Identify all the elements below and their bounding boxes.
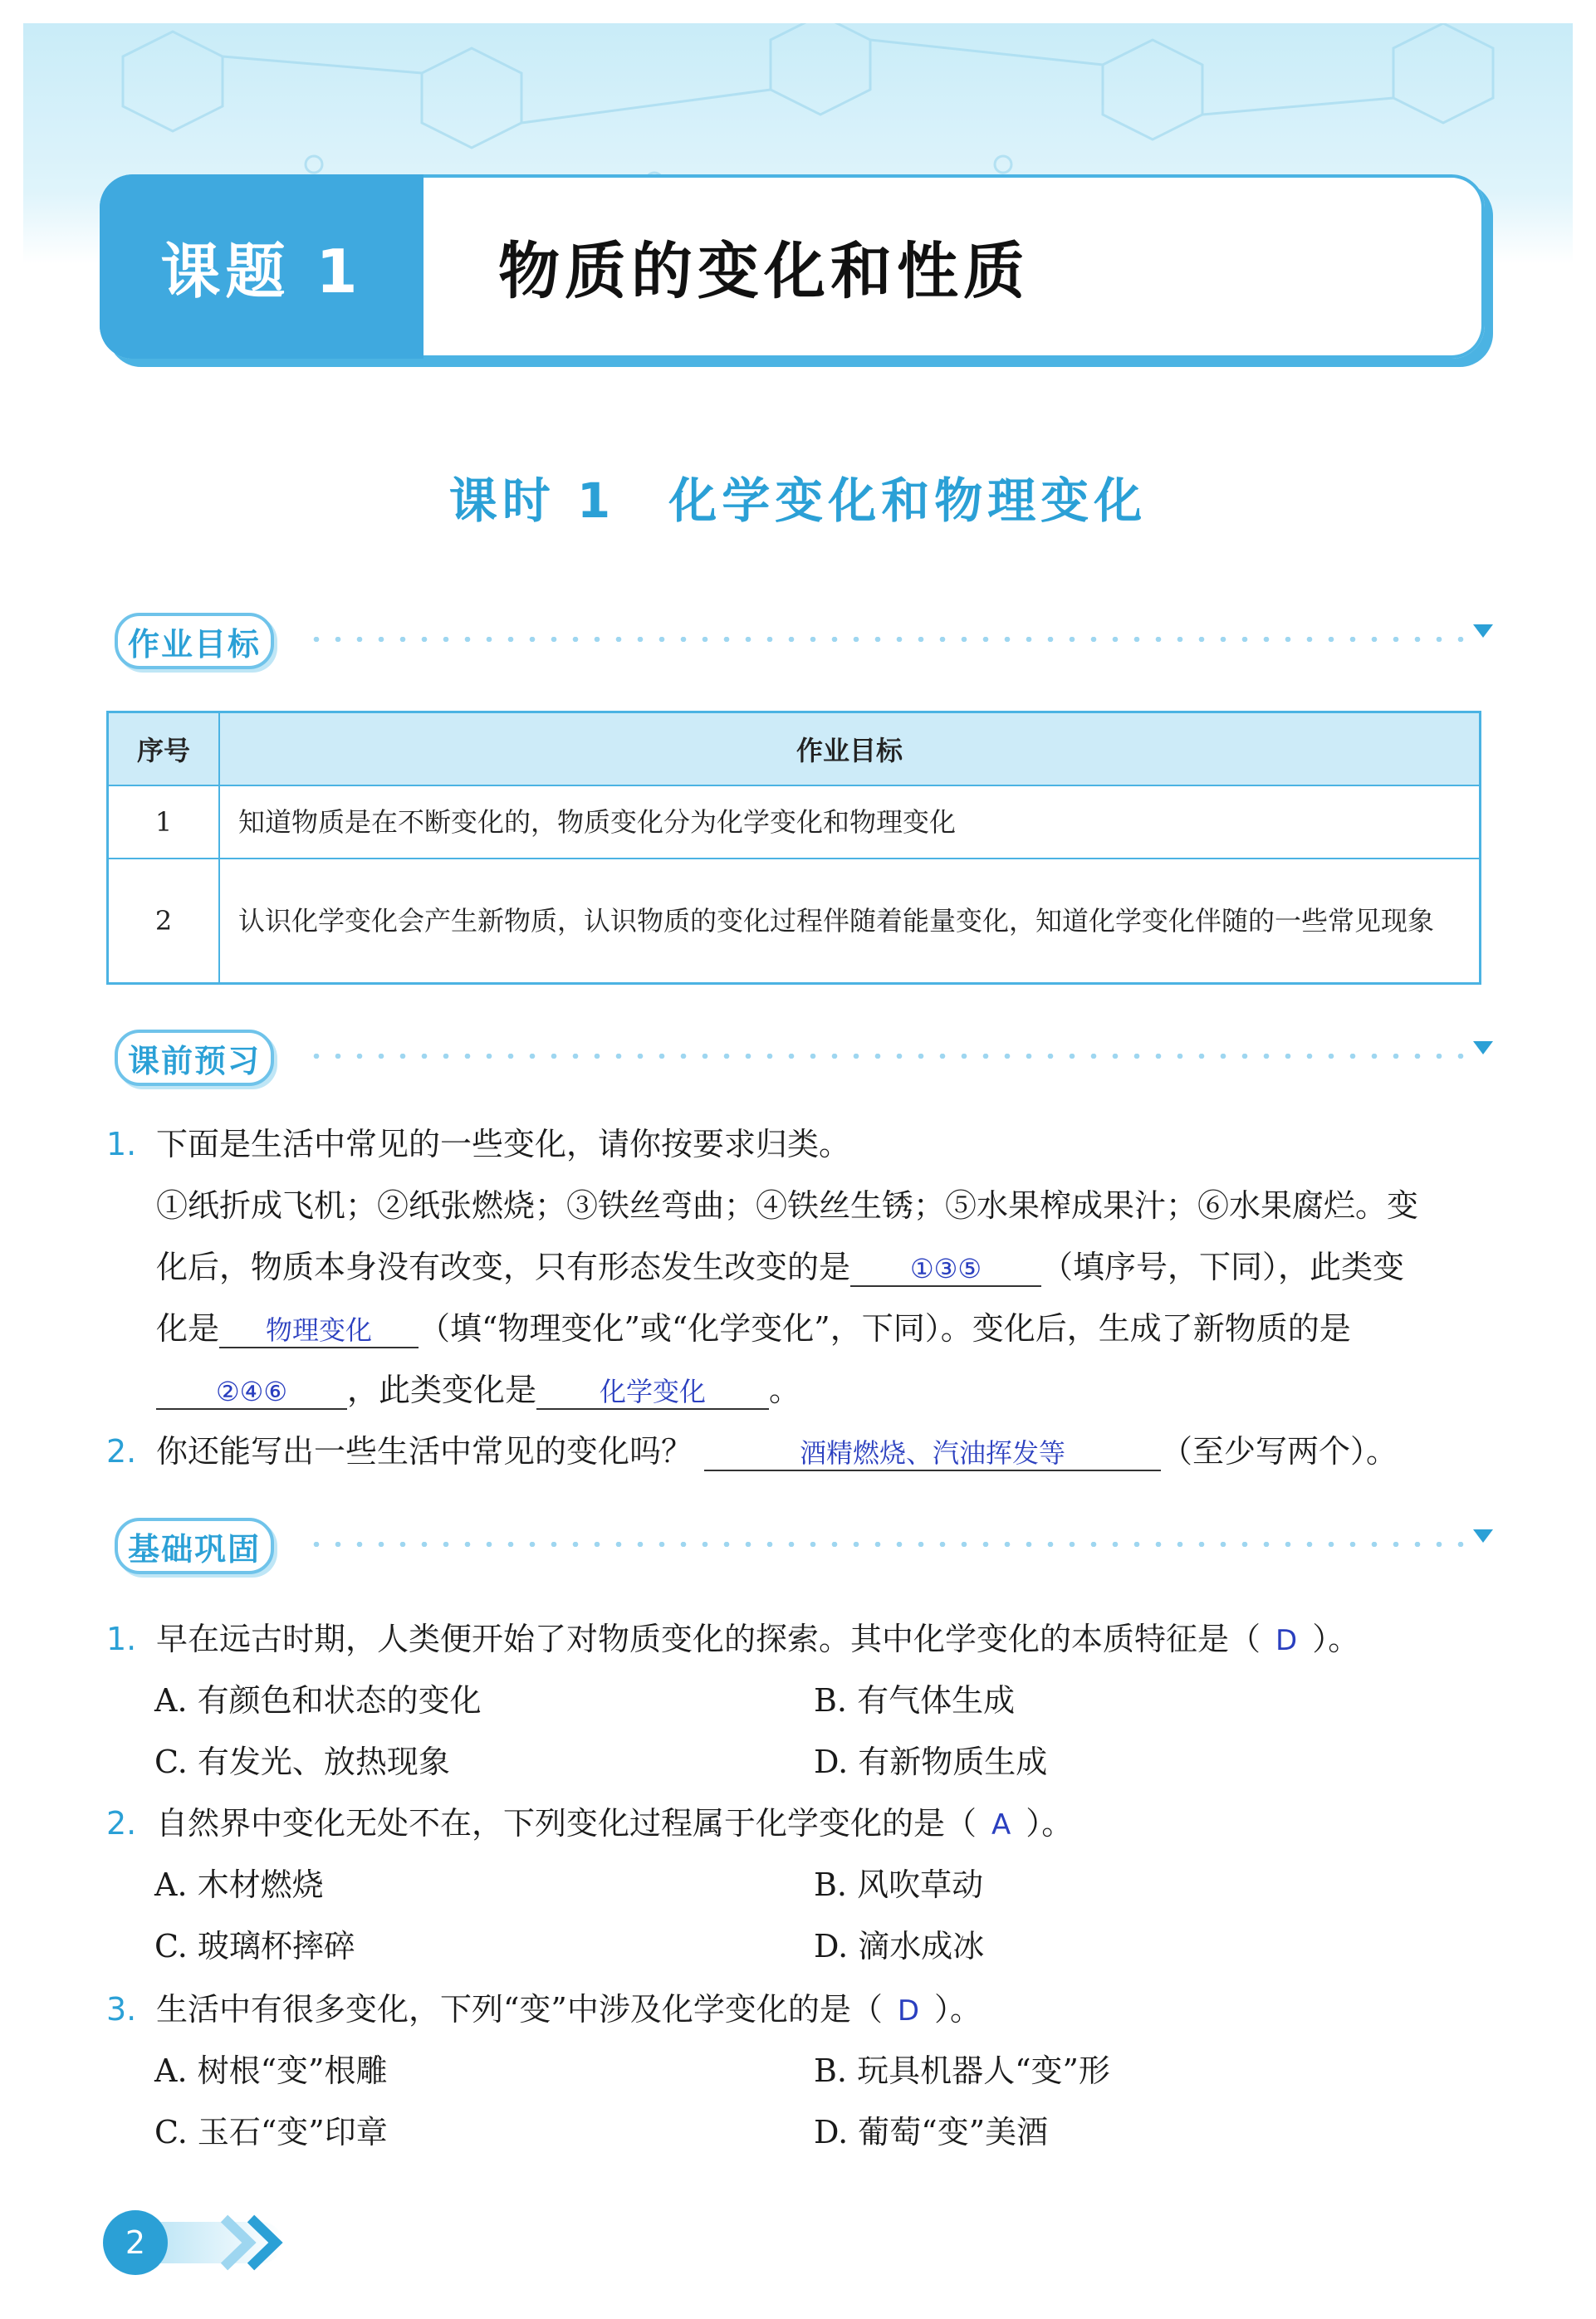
preview-question-2 xyxy=(106,1433,1398,1471)
chevron-right-icon xyxy=(208,2210,291,2275)
basic-question-2 xyxy=(106,1805,1073,1843)
header-goal: 作业目标 xyxy=(219,712,1481,786)
line-text: （填“物理变化”或“化学变化”，下同）。变化后，生成了新物质的是 xyxy=(419,1310,1351,1347)
option-d: D. 滴水成冰 xyxy=(814,1928,985,1964)
question-stem: 生活中有很多变化，下列“变”中涉及化学变化的是（ xyxy=(156,1991,883,2028)
chapter-title: 物质的变化和性质 xyxy=(498,236,1030,307)
question-number: 3. xyxy=(106,1991,137,2028)
table-row xyxy=(108,785,1481,859)
option-a: A. 树根“变”根雕 xyxy=(154,2052,388,2089)
option-c: C. 有发光、放热现象 xyxy=(154,1744,450,1780)
answer-choice: D xyxy=(897,1994,920,2028)
section-basic-label: 基础巩固 xyxy=(115,1518,274,1574)
basic-question-1 xyxy=(106,1621,1359,1659)
line-text: 化是 xyxy=(156,1310,220,1347)
preview-question-1 xyxy=(106,1126,850,1162)
header-index: 序号 xyxy=(108,712,220,786)
option-a: A. 木材燃烧 xyxy=(154,1866,324,1903)
table-row xyxy=(108,859,1481,983)
option-b: B. 风吹草动 xyxy=(814,1866,984,1903)
lesson-title: 课时 1 化学变化和物理变化 xyxy=(448,472,1148,529)
triangle-down-icon xyxy=(1473,624,1493,638)
row-index: 1 xyxy=(108,785,220,859)
option-b: B. 玩具机器人“变”形 xyxy=(814,2052,1110,2089)
triangle-down-icon xyxy=(1473,1041,1493,1054)
question-line xyxy=(156,1372,800,1410)
line-text: 。 xyxy=(769,1372,801,1408)
question-stem: 下面是生活中常见的一些变化，请你按要求归类。 xyxy=(156,1126,851,1162)
option-c: C. 玻璃杯摔碎 xyxy=(154,1928,355,1964)
line-text: 化后，物质本身没有改变，只有形态发生改变的是 xyxy=(156,1249,851,1285)
chapter-banner xyxy=(100,174,1485,359)
question-line xyxy=(156,1310,1351,1348)
answer-blank: 化学变化 xyxy=(536,1375,769,1410)
question-number: 2. xyxy=(106,1433,137,1470)
answer-blank: ①③⑤ xyxy=(850,1252,1041,1287)
question-number: 1. xyxy=(106,1126,137,1162)
answer-choice: A xyxy=(991,1808,1011,1842)
lesson-tag: 课题 1 xyxy=(100,174,423,359)
table-header-row xyxy=(108,712,1481,786)
section-preview xyxy=(115,1030,1493,1084)
section-goals-label: 作业目标 xyxy=(115,613,274,669)
section-basic xyxy=(115,1518,1493,1573)
question-line: ①纸折成飞机；②纸张燃烧；③铁丝弯曲；④铁丝生锈；⑤水果榨成果汁；⑥水果腐烂。变 xyxy=(156,1187,1419,1224)
section-preview-label: 课前预习 xyxy=(115,1030,274,1086)
answer-blank: ②④⑥ xyxy=(156,1375,347,1410)
basic-question-3 xyxy=(106,1991,982,2029)
question-stem-end: ）。 xyxy=(934,1991,982,2028)
option-c: C. 玉石“变”印章 xyxy=(154,2114,388,2150)
question-stem: 自然界中变化无处不在，下列变化过程属于化学变化的是（ xyxy=(156,1805,977,1842)
dotted-divider xyxy=(306,1542,1476,1547)
question-number: 1. xyxy=(106,1621,137,1657)
triangle-down-icon xyxy=(1473,1529,1493,1543)
question-stem: 早在远古时期，人类便开始了对物质变化的探索。其中化学变化的本质特征是（ xyxy=(156,1621,1261,1657)
question-stem-end: ）。 xyxy=(1312,1621,1360,1657)
dotted-divider xyxy=(306,637,1476,642)
row-goal: 知道物质是在不断变化的，物质变化分为化学变化和物理变化 xyxy=(219,785,1481,859)
answer-choice: D xyxy=(1275,1624,1298,1657)
answer-blank: 酒精燃烧、汽油挥发等 xyxy=(704,1436,1161,1471)
page-number: 2 xyxy=(103,2210,168,2275)
question-stem-end: ）。 xyxy=(1026,1805,1074,1842)
option-a: A. 有颜色和状态的变化 xyxy=(154,1682,482,1719)
dotted-divider xyxy=(306,1054,1476,1059)
question-number: 2. xyxy=(106,1805,137,1842)
question-line xyxy=(156,1249,1404,1287)
question-tail: （至少写两个）。 xyxy=(1161,1433,1398,1470)
option-d: D. 有新物质生成 xyxy=(814,1744,1048,1780)
line-text: （填序号，下同），此类变 xyxy=(1041,1249,1405,1285)
question-stem: 你还能写出一些生活中常见的变化吗？ xyxy=(156,1433,693,1470)
row-index: 2 xyxy=(108,859,220,983)
section-goals xyxy=(115,613,1493,668)
line-text: ，此类变化是 xyxy=(347,1372,537,1408)
answer-blank: 物理变化 xyxy=(219,1314,419,1348)
option-b: B. 有气体生成 xyxy=(814,1682,1016,1719)
option-d: D. 葡萄“变”美酒 xyxy=(814,2114,1049,2150)
goals-table xyxy=(106,711,1481,985)
row-goal: 认识化学变化会产生新物质，认识物质的变化过程伴随着能量变化，知道化学变化伴随的一些常见现象 xyxy=(219,859,1481,983)
